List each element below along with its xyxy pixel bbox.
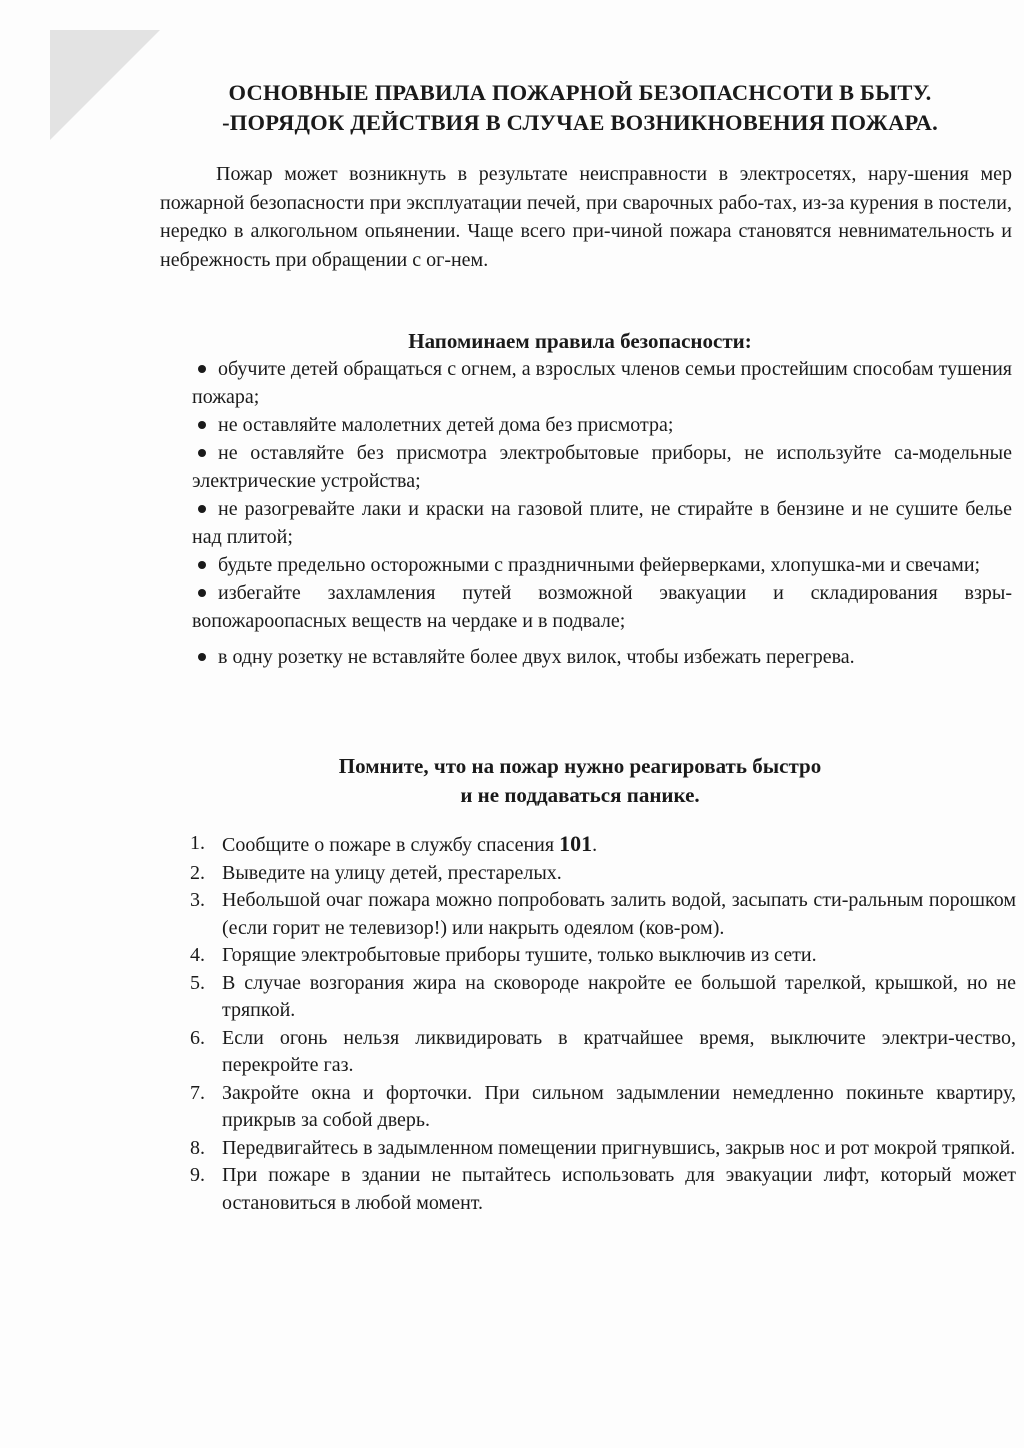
fire-step: 6. Если огонь нельзя ликвидировать в кратчайшее время, выключите электри-чество, перекройте газ.	[190, 1026, 1016, 1076]
safety-rule: не оставляйте малолетних детей дома без присмотра;	[192, 411, 1012, 439]
safety-rules-list	[192, 355, 1012, 671]
fire-step: 8. Передвигайтесь в задымленном помещении пригнувшись, закрыв нос и рот мокрой тряпкой.	[190, 1136, 1016, 1159]
fire-step: 3. Небольшой очаг пожара можно попробовать залить водой, засыпать сти-ральным порошком (если горит не телевизор!) или накрыть одеялом (ков-ром).	[190, 889, 1016, 939]
remember-heading-line-1: Помните, что на пожар нужно реагировать быстро	[338, 754, 822, 778]
safety-heading: Напоминаем правила безопасности:	[408, 329, 752, 353]
remember-heading	[150, 752, 1010, 810]
fire-steps-list	[190, 830, 1016, 1217]
document-title	[150, 78, 1010, 138]
safety-rule: в одну розетку не вставляйте более двух вилок, чтобы избежать перегрева.	[192, 643, 1012, 671]
fire-step: 4. Горящие электробытовые приборы тушите, только выключив из сети.	[190, 944, 817, 966]
title-line-2: -ПОРЯДОК ДЕЙСТВИЯ В СЛУЧАЕ ВОЗНИКНОВЕНИЯ ПОЖАРА.	[222, 110, 938, 135]
bullet-icon	[198, 653, 206, 661]
fire-step: 9. При пожаре в здании не пытайтесь использовать для эвакуации лифт, который может остановиться в любой момент.	[190, 1164, 1016, 1214]
bullet-icon	[198, 561, 206, 569]
bullet-icon	[198, 589, 206, 597]
fire-step: 5. В случае возгорания жира на сковороде накройте ее большой тарелкой, крышкой, но не тряпкой.	[190, 971, 1016, 1021]
fire-step: 2. Выведите на улицу детей, престарелых.	[190, 861, 562, 884]
bullet-icon	[198, 505, 206, 513]
bullet-icon	[198, 421, 206, 429]
title-line-1: ОСНОВНЫЕ ПРАВИЛА ПОЖАРНОЙ БЕЗОПАСНСОТИ В БЫТУ.	[228, 80, 932, 105]
safety-rule: избегайте захламления путей возможной эвакуации и складирования взры-вопожароопасных веществ на чердаке и в подвале;	[192, 582, 1012, 632]
safety-rule: будьте предельно осторожными с праздничными фейерверками, хлопушка-ми и свечами;	[192, 551, 1012, 579]
safety-rule: обучите детей обращаться с огнем, а взрослых членов семьи простейшим способам тушения пожара;	[192, 358, 1012, 408]
bullet-icon	[198, 449, 206, 457]
bullet-icon	[198, 365, 206, 373]
folded-corner	[50, 30, 160, 140]
fire-step: 7. Закройте окна и форточки. При сильном задымлении немедленно покиньте квартиру, прикрыв за собой дверь.	[190, 1081, 1016, 1131]
remember-heading-line-2: и не поддаваться панике.	[460, 783, 700, 807]
fire-step: 1. Сообщите о пожаре в службу спасения 101.	[190, 831, 598, 856]
safety-rule: не разогревайте лаки и краски на газовой плите, не стирайте в бензине и не сушите белье над плитой;	[192, 498, 1012, 548]
intro-paragraph: Пожар может возникнуть в результате неисправности в электросетях, нару-шения мер пожарной безопасности при эксплуатации печей, при сварочных рабо-тах, из-за курения в постели, нередко в алкогольном опьянении. Чаще всего при-чиной пожара становятся невнимательность и небрежность при обращении с ог-нем.	[160, 163, 1012, 271]
safety-rule: не оставляйте без присмотра электробытовые приборы, не используйте са-модельные электрические устройства;	[192, 442, 1012, 492]
